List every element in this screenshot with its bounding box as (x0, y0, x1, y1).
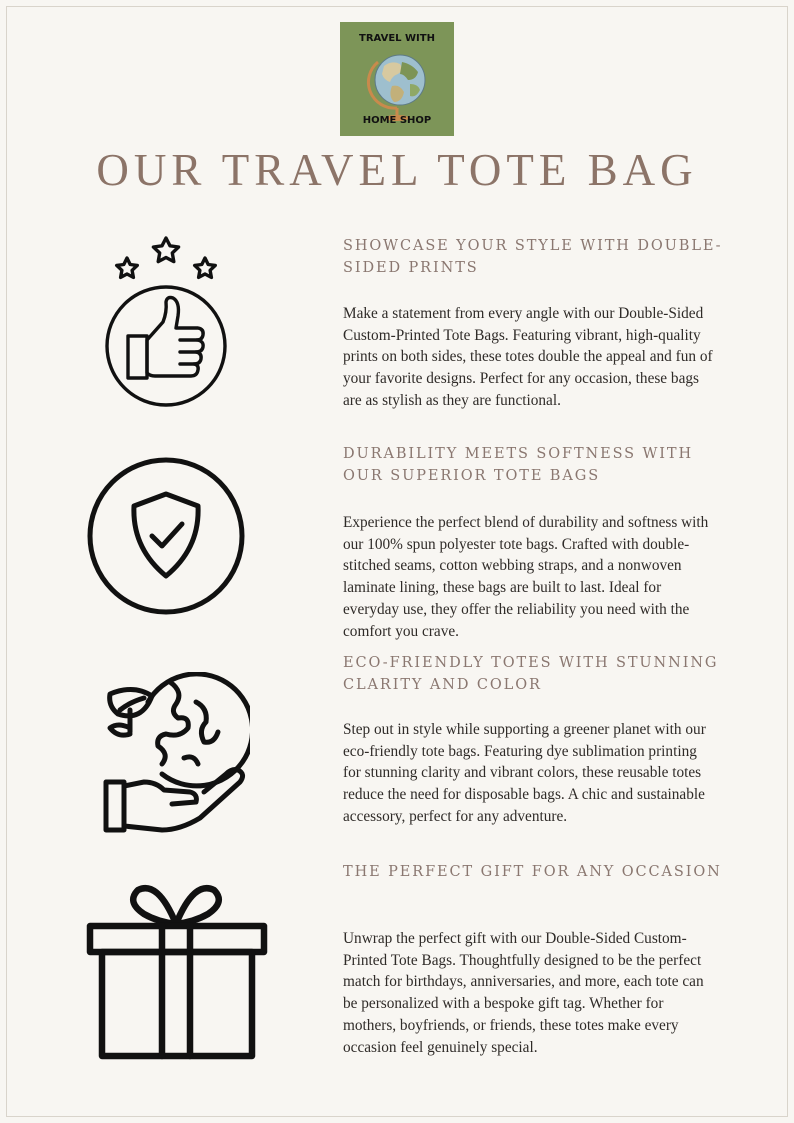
eco-globe-hand-icon (100, 672, 250, 837)
section-4-body: Unwrap the perfect gift with our Double-Sided Custom-Printed Tote Bags. Thoughtfully designed to be the perfect match for birthdays, anniversaries, and more, each tote can be personalized with a bespoke gift tag. Whether for mothers, boyfriends, or friends, these totes make every occasion feel genuinely special. (343, 930, 704, 1056)
logo-line-1: TRAVEL WITH (359, 33, 435, 44)
section-1-heading: SHOWCASE YOUR STYLE WITH DOUBLE-SIDED PRINTS (343, 238, 723, 276)
section-2-heading: DURABILITY MEETS SOFTNESS WITH OUR SUPERIOR TOTE BAGS (343, 446, 694, 484)
page-title: OUR TRAVEL TOTE BAG (96, 145, 698, 195)
shop-logo (340, 22, 454, 136)
shield-check-icon (86, 456, 248, 618)
section-2-body: Experience the perfect blend of durability and softness with our 100% spun polyester tote bags. Crafted with double-stitched seams, cotton webbing straps, and a nonwoven laminate lining, these bags are built to last. Ideal for everyday use, they offer the reliability you need with the comfort you crave. (343, 514, 709, 640)
section-3-body: Step out in style while supporting a greener planet with our eco-friendly tote bags. Featuring dye sublimation printing for stunning clarity and vibrant colors, these reusable totes reduce the need for disposable bags. A chic and sustainable accessory, perfect for any adventure. (343, 721, 706, 825)
section-4-heading: THE PERFECT GIFT FOR ANY OCCASION (343, 864, 722, 880)
gift-box-icon (86, 878, 270, 1062)
logo-line-2: HOME SHOP (362, 115, 432, 126)
section-1-body: Make a statement from every angle with our Double-Sided Custom-Printed Tote Bags. Featuring vibrant, high-quality prints on both sides, these totes double the appeal and fun of your favorite designs. Perfect for any occasion, these bags are as stylish as they are functional. (343, 305, 713, 409)
section-3-heading: ECO-FRIENDLY TOTES WITH STUNNING CLARITY AND COLOR (343, 655, 719, 693)
thumbs-up-with-stars-icon (100, 232, 230, 412)
